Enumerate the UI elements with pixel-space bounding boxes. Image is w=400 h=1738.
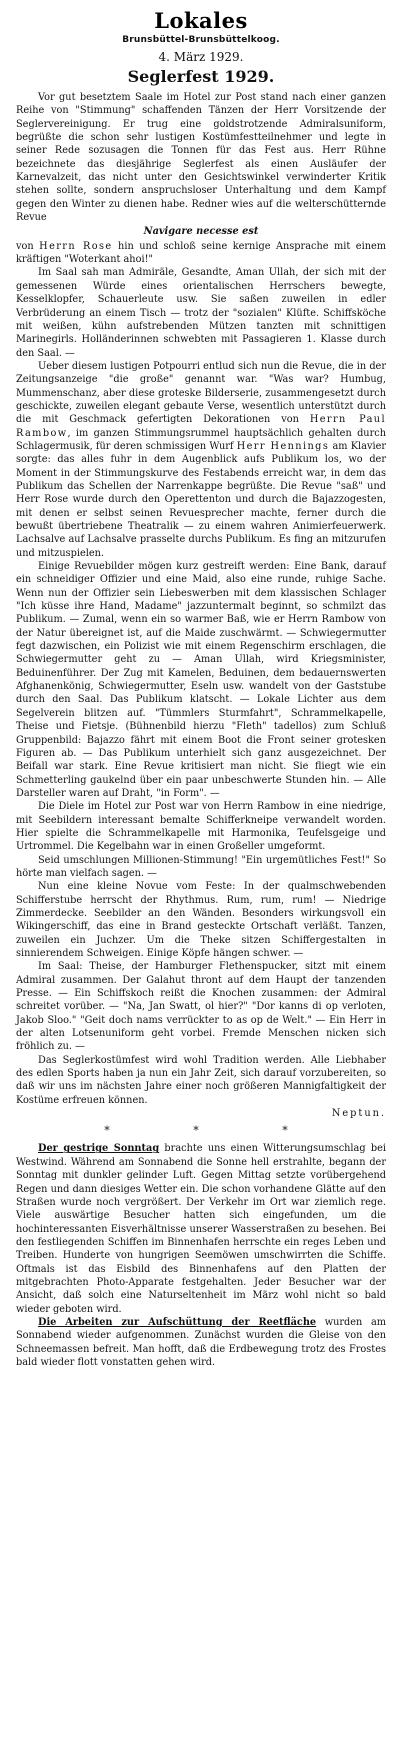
section-masthead bbox=[16, 8, 386, 65]
news-item-works bbox=[16, 1316, 386, 1369]
article-paragraph: Im Saal sah man Admiräle, Gesandte, Aman Ullah, der sich mit der gemessenen Würde eines orientalischen Herrschers bewegte, Kesselklopfer, Schauerleute usw. Sie saßen zuweilen in edler Verbrüderung an einem Tisch — trotz der "sozialen" Klüfte. Schiffsköche mit weißen, kühn aufstrebenden Mützen tanzten mit schnittigen Marinegirls. Holländerinnen schwebten mit Passagieren 1. Klasse durch den Saal. — bbox=[16, 267, 386, 359]
article-paragraph: Vor gut besetztem Saale im Hotel zur Post stand nach einer ganzen Reihe von "Stimmung" schaffenden Tänzen der Herr Vorsitzende der Seglervereinigung. Er trug eine goldstrotzende Admiralsuniform, begrüßte die schon sehr lustigen Kostümfestteilnehmer und legte in seiner Rede sozusagen die Tonnen für das Fest aus. Herr Rühne bezeichnete das diesjährige Seglerfest als einen Ausläufer der Karnevalzeit, das nicht unter den Gesichtswinkel verwinderter Kritik stehen sollte, sondern anspruchsloser Unterhaltung und dem Kampf gegen den Winter zu dienen habe. Redner wies auf die welterschütternde Revue bbox=[16, 92, 386, 224]
article-signature bbox=[16, 1107, 386, 1120]
issue-date: 4. März 1929. bbox=[158, 50, 244, 64]
article-paragraph: Das Seglerkostümfest wird wohl Tradition werden. Alle Liebhaber des edlen Sports haben ja nun ein Jahr Zeit, sich darauf vorzubereiten, so daß wir uns im nächsten Jahre einer noch größeren Mannigfaltigkeit der Kostüme erfreuen können. bbox=[16, 1054, 386, 1106]
text-run: , im ganzen Stimmungsrummel hauptsächlich gehalten durch Schlagermusik, für deren schmissigen Wurf bbox=[16, 427, 386, 452]
person-name: Herrn Rose bbox=[39, 240, 113, 252]
revue-title: Navigare necesse est bbox=[143, 226, 259, 238]
news-item-lead: Die Arbeiten zur Aufschüttung der Reetfläche bbox=[38, 1316, 317, 1328]
person-name: Herrn Paul Rambow bbox=[16, 414, 386, 439]
news-item-text: brachte uns einen Witterungsumschlag bei Westwind. Während am Sonnabend die Sonne hell erstrahlte, begann der Sonntag mit dunkler gelinder Luft. Gegen Mittag setzte vorübergehend Regen und dann diesiges Wetter ein. Die schon vorhandene Glätte auf den Straßen wurde noch vergrößert. Der Verkehr im Ort war ziemlich rege. Viele auswärtige Besucher hatten sich eingefunden, um die hochinteressanten Eisverhältnisse unserer Wasserstraßen zu besehen. Bei den festliegenden Schiffen im Binnenhafen herrschte ein reges Leben und Treiben. Hunderte von hungrigen Seemöwen umschwirrten die Schiffe. Oftmals ist das Eisbild des Binnenhafens auf den Platten der mitgebrachten Photo-Apparate festgehalten. Jeder Besucher war der Ansicht, daß solch eine Naturseltenheit im März wohl nicht so bald wieder geboten wird. bbox=[16, 1143, 386, 1315]
article-paragraph: Einige Revuebilder mögen kurz gestreift werden: Eine Bank, darauf ein schneidiger Offizier und eine Maid, also eine runde, ruhige Sache. Wenn nun der Offizier sein Liebeswerben mit dem klassischen Schlager "Ich küsse ihre Hand, Madame" jazzuntermalt beginnt, so schmilzt das Publikum. — Zumal, wenn ein so warmer Baß, wie er Herrn Rambow von der Natur übereignet ist, auf die Maide zuschwärmt. — Schwiegermutter fegt dazwischen, ein Polizist wie mit einem Regenschirm erschlagen, die Schwiegermutter geht zu — Aman Ullah, wird Kriegsminister, Beduinenführer. Der Zug mit Kamelen, Beduinen, dem bedauernswerten Afghanenkönig, Schwiegermutter, Eseln usw. wandelt von der Gaststube durch den Saal. Das Publikum klatscht. — Lokale Lichter aus dem Segelverein blitzen auf. "Tümmlers Sturmfahrt", Schrammelkapelle, Theise und Fietsje. (Bühnenbild hierzu "Fleth" tadellos) zum Schluß Gruppenbild: Bajazzo fährt mit einem Boot die Front seiner grotesken Figuren ab. — Das Publikum unterhielt sich ganz ausgezeichnet. Der Beifall war stark. Eine Revue kritisiert man nicht. Sie fliegt wie ein Schmetterling gaukelnd über ein paar unbeschwerte Stunden hin. — Alle Darsteller waren auf Draht, "in Form". — bbox=[16, 561, 386, 799]
text-run: am Klavier sorgte: das alles fuhr in dem Augenblick aufs Publikum los, wo der Moment in der Stimmungskurve des Festabends erreicht war, in dem das Publikum das Schellen der Narrenkappe begrüßte. Die Revue "saß" und Herr Rose wurde durch den Operettenton und durch die Bajazzogesten, mit denen er selbst seinen Revuesprecher machte, ferner durch die bewußt übertriebene Theatralik — zu einem wahren Animierfeuerwerk. Lachsalve auf Lachsalve prasselte durchs Publikum. Es fing an mitzurufen und mitzuspielen. bbox=[16, 440, 386, 559]
article-paragraph: Seid umschlungen Millionen-Stimmung! "Ein urgemütliches Fest!" So hörte man vielfach sagen. — bbox=[16, 854, 386, 879]
section-title: Lokales bbox=[154, 8, 248, 33]
text-run: von bbox=[16, 240, 40, 252]
article-paragraph: Nun eine kleine Novue vom Feste: In der qualmschwebenden Schifferstube herrscht der Rhythmus. Rum, rum, rum! — Niedrige Zimmerdecke. Seebilder an den Wänden. Besonders wirkungsvoll ein Wikingerschiff, das eine in Brand gesteckte Ortschaft verläßt. Tanzen, zuweilen ein Juchzer. Um die Theke sitzen Schiffergestalten in sinnierendem Schweigen. Einige Köpfe hängen schwer. — bbox=[16, 881, 386, 959]
article-paragraph bbox=[16, 240, 386, 267]
author-name: Neptun. bbox=[331, 1108, 386, 1120]
article-headline: Seglerfest 1929. bbox=[127, 67, 275, 86]
news-item-lead: Der gestrige Sonntag bbox=[38, 1143, 160, 1155]
text-run: hin und schloß seine kernige Ansprache mit einem kräftigen "Woterkant ahoi!" bbox=[16, 240, 386, 266]
person-name: Herr Hennings bbox=[236, 440, 330, 452]
article-paragraph bbox=[16, 360, 386, 560]
article-seglerfest bbox=[16, 67, 386, 1120]
news-item-text: wurden am Sonnabend wieder aufgenommen. Zunächst wurden die Gleise von den Schneemassen befreit. Man hofft, daß die Erdbewegung trotz des Frostes bald wieder flott vonstatten gehen wird. bbox=[16, 1316, 386, 1368]
article-paragraph: Die Diele im Hotel zur Post war von Herrn Rambow in eine niedrige, mit Seebildern interessant bemalte Schifferkneipe verwandelt worden. Hier spielte die Schrammelkapelle mit Harmonika, Teufelsgeige und Urtrommel. Die Kegelbahn war in einen Großeller umgeformt. bbox=[16, 801, 386, 853]
text-run: Ueber diesem lustigen Potpourri entlud sich nun die Revue, die in der Zeitungsanzeige "die große" genannt war. "Was war? Humbug, Mummenschanz, aber diese groteske Bilderserie, zusammengesetzt durch geschickte, zuweilen elegant gebaute Verse, wesentlich unterstützt durch die mit Geschmack gefertigten Dekorationen von bbox=[16, 360, 386, 426]
section-subtitle: Brunsbüttel-Brunsbüttelkoog. bbox=[122, 35, 280, 45]
section-separator: * * * bbox=[104, 1124, 328, 1138]
news-item-weather bbox=[16, 1142, 386, 1315]
article-paragraph: Im Saal: Theise, der Hamburger Flethenspucker, sitzt mit einem Admiral zusammen. Der Galahut thront auf dem Haupt der tanzenden Presse. — Ein Schiffskoch reißt die Knochen zusammen: der Admiral schreitet vorüber. — "Na, Jan Swatt, ol hier?" "Dor kanns di op verloten, Jakob Sloo." "Geit doch nams verrückter to as op de Welt." — Ein Herr in der alten Lotsenuniform geht vorbei. Fremde Menschen nicken sich fröhlich zu. — bbox=[16, 961, 386, 1053]
